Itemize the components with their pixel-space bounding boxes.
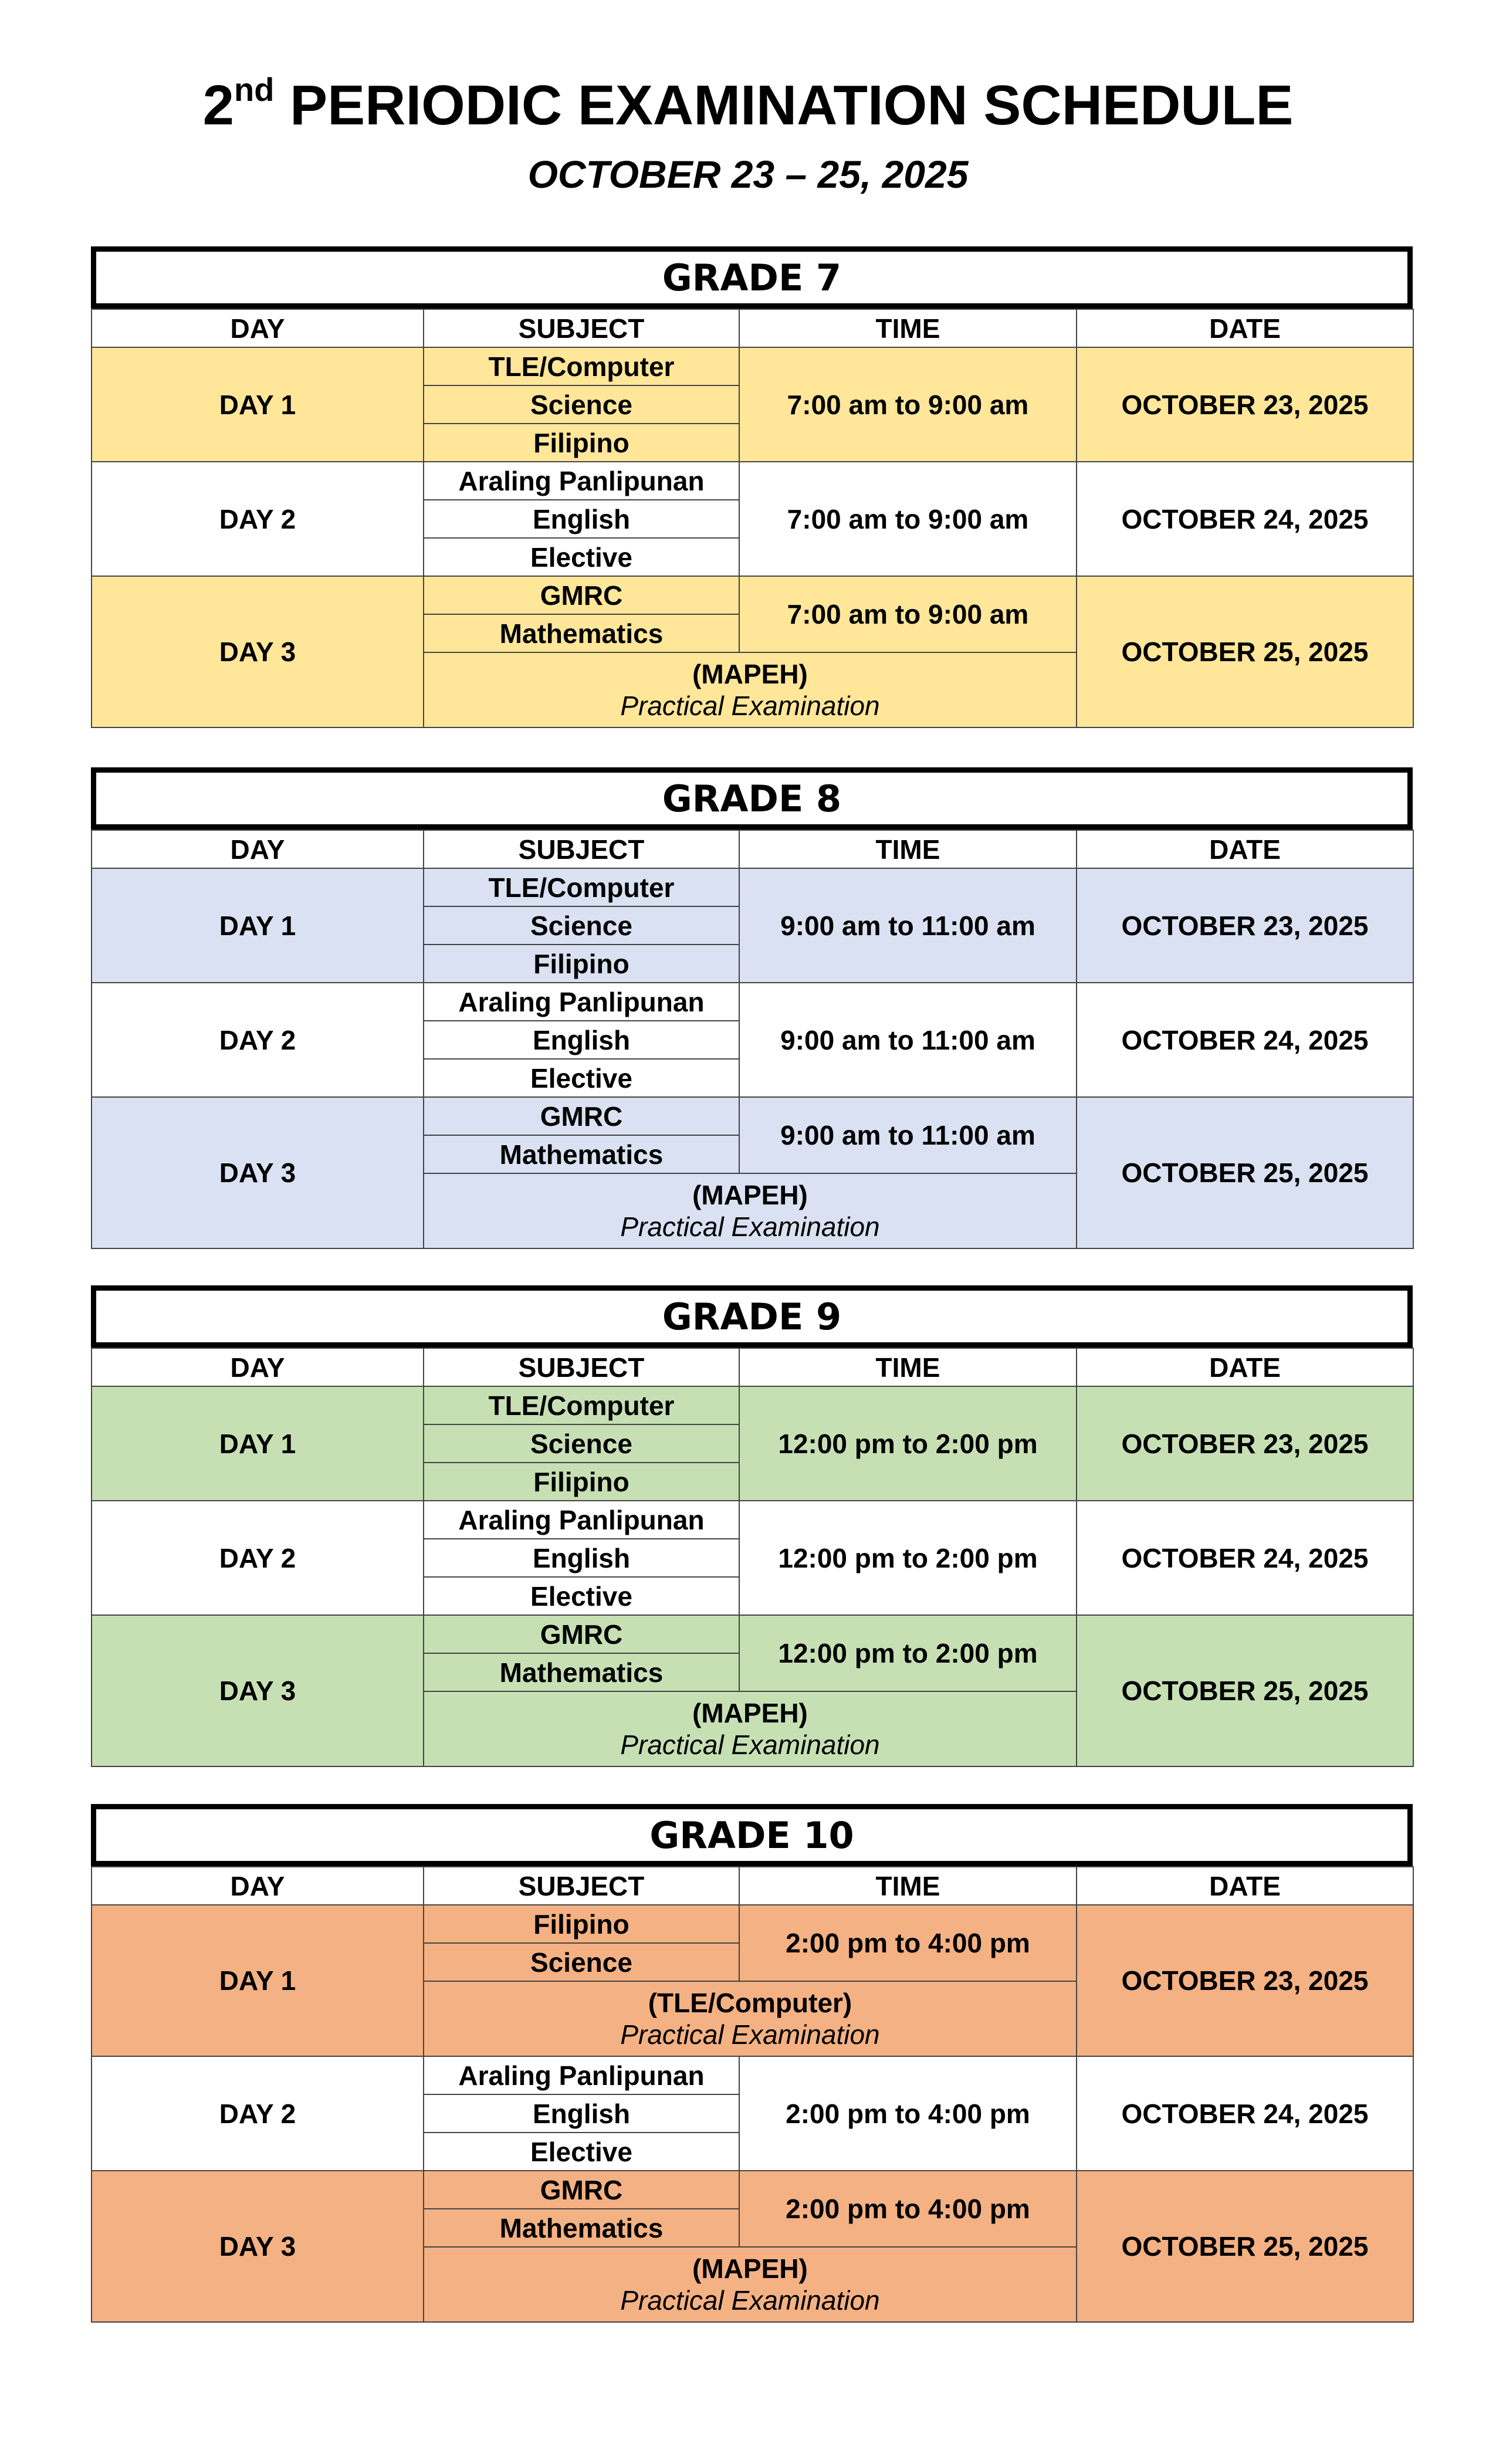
day3-row [92, 576, 1413, 614]
time-cell: 9:00 am to 11:00 am [739, 868, 1077, 983]
practical-label: Practical Examination [620, 2019, 880, 2050]
subject-cell: Science [424, 1424, 739, 1463]
date-cell: OCTOBER 24, 2025 [1077, 1501, 1413, 1615]
day-label: DAY 3 [92, 1097, 424, 1248]
subject-cell: English [424, 2094, 739, 2133]
practical-exam-cell [424, 1981, 1077, 2056]
subject-cell: GMRC [424, 1097, 739, 1135]
subject-cell: Filipino [424, 424, 739, 462]
header-day: DAY [92, 1867, 424, 1905]
header-day: DAY [92, 309, 424, 347]
day-label: DAY 3 [92, 576, 424, 727]
day-label: DAY 1 [92, 1905, 424, 2056]
day1-row [92, 868, 1413, 906]
day-label: DAY 1 [92, 868, 424, 983]
practical-subject: (TLE/Computer) [648, 1988, 852, 2018]
date-cell: OCTOBER 25, 2025 [1077, 1097, 1413, 1248]
day-label: DAY 1 [92, 1386, 424, 1501]
header-row [92, 1867, 1413, 1905]
practical-subject: (MAPEH) [692, 2253, 808, 2284]
subject-cell: Filipino [424, 945, 739, 983]
page-title [0, 70, 1496, 141]
day2-row [92, 462, 1413, 500]
date-cell: OCTOBER 25, 2025 [1077, 1615, 1413, 1766]
practical-label: Practical Examination [620, 2285, 880, 2316]
schedule-table [91, 309, 1414, 728]
day2-row [92, 2056, 1413, 2094]
subject-cell: TLE/Computer [424, 347, 739, 385]
day-label: DAY 3 [92, 2171, 424, 2322]
practical-subject: (MAPEH) [692, 1698, 808, 1728]
grade-title: GRADE 7 [91, 246, 1413, 309]
schedule-table [91, 1866, 1414, 2323]
subject-cell: Araling Panlipunan [424, 2056, 739, 2094]
subject-cell: English [424, 1539, 739, 1577]
subject-cell: Araling Panlipunan [424, 1501, 739, 1539]
grade-10-section [91, 1804, 1413, 2323]
header-time: TIME [739, 309, 1077, 347]
subject-cell: GMRC [424, 1615, 739, 1653]
schedule-table [91, 830, 1414, 1249]
subject-cell: English [424, 1021, 739, 1059]
subject-cell: Mathematics [424, 614, 739, 652]
header-date: DATE [1077, 1348, 1413, 1386]
date-cell: OCTOBER 25, 2025 [1077, 2171, 1413, 2322]
time-cell: 2:00 pm to 4:00 pm [739, 2056, 1077, 2171]
practical-exam-cell [424, 1173, 1077, 1248]
header-date: DATE [1077, 830, 1413, 868]
practical-subject: (MAPEH) [692, 659, 808, 689]
header-subject: SUBJECT [424, 1348, 739, 1386]
subject-cell: Araling Panlipunan [424, 983, 739, 1021]
header-date: DATE [1077, 1867, 1413, 1905]
date-cell: OCTOBER 23, 2025 [1077, 868, 1413, 983]
title-ordinal-suffix: nd [233, 71, 275, 108]
date-cell: OCTOBER 24, 2025 [1077, 2056, 1413, 2171]
practical-label: Practical Examination [620, 1211, 880, 1242]
header-time: TIME [739, 1867, 1077, 1905]
time-cell: 7:00 am to 9:00 am [739, 462, 1077, 576]
subject-cell: Science [424, 385, 739, 424]
title-text: PERIODIC EXAMINATION SCHEDULE [274, 74, 1294, 137]
time-cell: 2:00 pm to 4:00 pm [739, 1905, 1077, 1981]
subject-cell: GMRC [424, 576, 739, 614]
subject-cell: English [424, 500, 739, 538]
grade-title: GRADE 10 [91, 1804, 1413, 1866]
date-cell: OCTOBER 23, 2025 [1077, 1386, 1413, 1501]
grade-title: GRADE 9 [91, 1285, 1413, 1348]
date-cell: OCTOBER 25, 2025 [1077, 576, 1413, 727]
subject-cell: Elective [424, 1577, 739, 1615]
header-row [92, 830, 1413, 868]
subject-cell: Filipino [424, 1463, 739, 1501]
subject-cell: Science [424, 1943, 739, 1981]
header-day: DAY [92, 830, 424, 868]
subject-cell: GMRC [424, 2171, 739, 2209]
grade-title: GRADE 8 [91, 767, 1413, 830]
practical-label: Practical Examination [620, 691, 880, 721]
grade-8-section [91, 767, 1413, 1249]
practical-exam-cell [424, 652, 1077, 727]
date-cell: OCTOBER 23, 2025 [1077, 1905, 1413, 2056]
schedule-table [91, 1348, 1414, 1767]
day1-row [92, 1386, 1413, 1424]
title-number: 2 [202, 74, 234, 137]
subject-cell: Araling Panlipunan [424, 462, 739, 500]
subject-cell: Mathematics [424, 2209, 739, 2247]
header-row [92, 1348, 1413, 1386]
page-subtitle: OCTOBER 23 – 25, 2025 [527, 153, 969, 196]
subject-cell: TLE/Computer [424, 868, 739, 906]
day-label: DAY 2 [92, 983, 424, 1097]
subject-cell: TLE/Computer [424, 1386, 739, 1424]
header-row [92, 309, 1413, 347]
subject-cell: Filipino [424, 1905, 739, 1943]
day-label: DAY 2 [92, 1501, 424, 1615]
day2-row [92, 1501, 1413, 1539]
time-cell: 12:00 pm to 2:00 pm [739, 1386, 1077, 1501]
time-cell: 12:00 pm to 2:00 pm [739, 1501, 1077, 1615]
subject-cell: Elective [424, 538, 739, 576]
day-label: DAY 2 [92, 462, 424, 576]
day-label: DAY 3 [92, 1615, 424, 1766]
day1-row [92, 347, 1413, 385]
day3-row [92, 1615, 1413, 1653]
practical-exam-cell [424, 1691, 1077, 1766]
subject-cell: Elective [424, 2133, 739, 2171]
time-cell: 9:00 am to 11:00 am [739, 1097, 1077, 1173]
day-label: DAY 1 [92, 347, 424, 462]
day-label: DAY 2 [92, 2056, 424, 2171]
practical-exam-cell [424, 2247, 1077, 2322]
time-cell: 12:00 pm to 2:00 pm [739, 1615, 1077, 1691]
date-cell: OCTOBER 24, 2025 [1077, 462, 1413, 576]
day1-row [92, 1905, 1413, 1943]
grade-9-section [91, 1285, 1413, 1767]
subject-cell: Science [424, 906, 739, 945]
header-date: DATE [1077, 309, 1413, 347]
time-cell: 9:00 am to 11:00 am [739, 983, 1077, 1097]
header-time: TIME [739, 830, 1077, 868]
date-cell: OCTOBER 23, 2025 [1077, 347, 1413, 462]
time-cell: 7:00 am to 9:00 am [739, 576, 1077, 652]
day3-row [92, 2171, 1413, 2209]
time-cell: 2:00 pm to 4:00 pm [739, 2171, 1077, 2247]
grade-7-section [91, 246, 1413, 728]
subject-cell: Mathematics [424, 1653, 739, 1691]
time-cell: 7:00 am to 9:00 am [739, 347, 1077, 462]
header-subject: SUBJECT [424, 1867, 739, 1905]
practical-label: Practical Examination [620, 1729, 880, 1760]
day2-row [92, 983, 1413, 1021]
header-time: TIME [739, 1348, 1077, 1386]
header-subject: SUBJECT [424, 309, 739, 347]
subject-cell: Elective [424, 1059, 739, 1097]
header-subject: SUBJECT [424, 830, 739, 868]
practical-subject: (MAPEH) [692, 1180, 808, 1210]
day3-row [92, 1097, 1413, 1135]
header-day: DAY [92, 1348, 424, 1386]
subject-cell: Mathematics [424, 1135, 739, 1173]
date-cell: OCTOBER 24, 2025 [1077, 983, 1413, 1097]
